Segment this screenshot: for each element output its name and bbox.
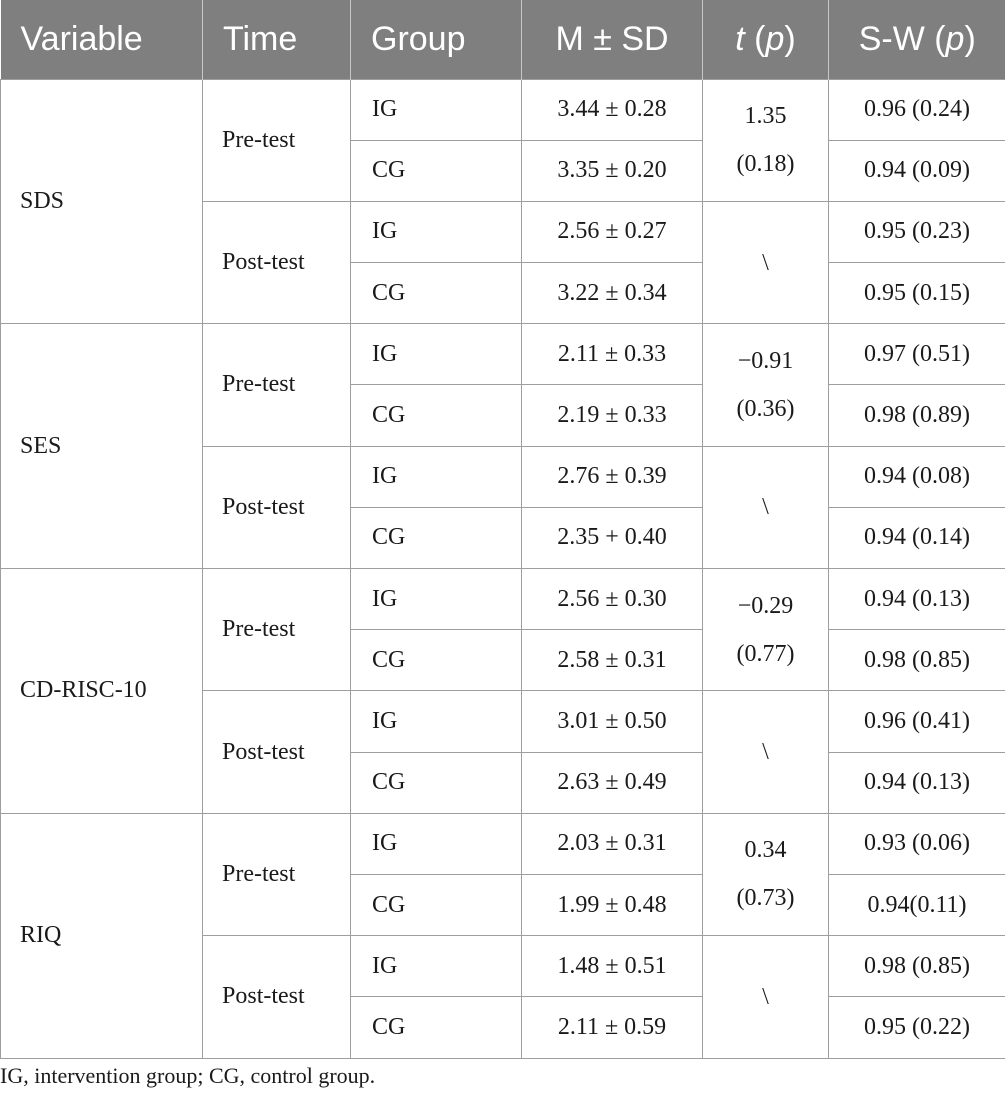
variable-cell: SDS	[1, 79, 203, 324]
table-row	[1, 813, 1005, 874]
header-p-symbol: (p)	[744, 19, 796, 58]
shapiro-wilk-cell: 0.96 (0.24)	[829, 79, 1005, 140]
group-cell: IG	[351, 691, 522, 752]
group-cell: IG	[351, 446, 522, 507]
table-row	[1, 79, 1005, 140]
shapiro-wilk-cell: 0.95 (0.23)	[829, 201, 1005, 262]
p-value: (0.36)	[736, 395, 795, 422]
time-cell-pre: Pre-test	[203, 813, 351, 935]
header-t-p	[703, 0, 829, 79]
p-value: (0.18)	[736, 151, 795, 178]
mean-sd-cell: 3.35 ± 0.20	[522, 140, 703, 201]
mean-sd-cell: 2.19 ± 0.33	[522, 385, 703, 446]
shapiro-wilk-cell: 0.98 (0.89)	[829, 385, 1005, 446]
group-cell: CG	[351, 997, 522, 1058]
shapiro-wilk-cell: 0.94 (0.13)	[829, 752, 1005, 813]
t-p-cell-post: \	[703, 446, 829, 568]
mean-sd-cell: 2.11 ± 0.33	[522, 324, 703, 385]
time-cell-pre: Pre-test	[203, 324, 351, 446]
shapiro-wilk-cell: 0.94 (0.14)	[829, 507, 1005, 568]
header-group: Group	[351, 0, 522, 79]
p-value: (0.73)	[736, 885, 795, 912]
group-cell: IG	[351, 201, 522, 262]
shapiro-wilk-cell: 0.97 (0.51)	[829, 324, 1005, 385]
shapiro-wilk-cell: 0.94 (0.13)	[829, 569, 1005, 630]
mean-sd-cell: 1.48 ± 0.51	[522, 936, 703, 997]
t-value: 1.35	[744, 103, 787, 130]
time-cell-post: Post-test	[203, 936, 351, 1058]
group-cell: CG	[351, 874, 522, 935]
group-cell: CG	[351, 630, 522, 691]
group-cell: IG	[351, 569, 522, 630]
mean-sd-cell: 2.03 ± 0.31	[522, 813, 703, 874]
group-cell: IG	[351, 813, 522, 874]
group-cell: CG	[351, 140, 522, 201]
time-cell-post: Post-test	[203, 201, 351, 323]
time-cell-pre: Pre-test	[203, 79, 351, 201]
time-cell-pre: Pre-test	[203, 569, 351, 691]
header-row	[1, 0, 1005, 79]
mean-sd-cell: 3.22 ± 0.34	[522, 263, 703, 324]
t-p-cell-pre	[703, 324, 829, 446]
group-cell: CG	[351, 752, 522, 813]
shapiro-wilk-cell: 0.93 (0.06)	[829, 813, 1005, 874]
group-cell: CG	[351, 263, 522, 324]
time-cell-post: Post-test	[203, 691, 351, 813]
mean-sd-cell: 3.01 ± 0.50	[522, 691, 703, 752]
table-row	[1, 324, 1005, 385]
t-p-cell-pre	[703, 813, 829, 935]
group-cell: IG	[351, 324, 522, 385]
header-mean-sd: M ± SD	[522, 0, 703, 79]
variable-cell: RIQ	[1, 813, 203, 1058]
mean-sd-cell: 2.56 ± 0.30	[522, 569, 703, 630]
shapiro-wilk-cell: 0.95 (0.15)	[829, 263, 1005, 324]
shapiro-wilk-cell: 0.98 (0.85)	[829, 936, 1005, 997]
mean-sd-cell: 2.56 ± 0.27	[522, 201, 703, 262]
table-footnote: IG, intervention group; CG, control group.	[0, 1063, 376, 1088]
group-cell: IG	[351, 936, 522, 997]
mean-sd-cell: 1.99 ± 0.48	[522, 874, 703, 935]
mean-sd-cell: 3.44 ± 0.28	[522, 79, 703, 140]
header-time: Time	[203, 0, 351, 79]
shapiro-wilk-cell: 0.94 (0.08)	[829, 446, 1005, 507]
t-value: −0.29	[737, 592, 794, 619]
header-t-symbol: t	[735, 19, 745, 58]
group-cell: CG	[351, 385, 522, 446]
group-cell: CG	[351, 507, 522, 568]
table-row	[1, 569, 1005, 630]
mean-sd-cell: 2.11 ± 0.59	[522, 997, 703, 1058]
header-sw: S-W (p)	[829, 0, 1005, 79]
variable-cell: CD-RISC-10	[1, 569, 203, 814]
shapiro-wilk-cell: 0.96 (0.41)	[829, 691, 1005, 752]
mean-sd-cell: 2.58 ± 0.31	[522, 630, 703, 691]
group-cell: IG	[351, 79, 522, 140]
header-variable: Variable	[1, 0, 203, 79]
mean-sd-cell: 2.35 + 0.40	[522, 507, 703, 568]
time-cell-post: Post-test	[203, 446, 351, 568]
t-p-cell-pre	[703, 79, 829, 201]
shapiro-wilk-cell: 0.94 (0.09)	[829, 140, 1005, 201]
t-value: 0.34	[744, 837, 787, 864]
shapiro-wilk-cell: 0.98 (0.85)	[829, 630, 1005, 691]
t-p-cell-pre	[703, 569, 829, 691]
t-value: −0.91	[737, 347, 794, 374]
t-p-cell-post: \	[703, 201, 829, 323]
shapiro-wilk-cell: 0.94(0.11)	[829, 874, 1005, 935]
mean-sd-cell: 2.63 ± 0.49	[522, 752, 703, 813]
shapiro-wilk-cell: 0.95 (0.22)	[829, 997, 1005, 1058]
mean-sd-cell: 2.76 ± 0.39	[522, 446, 703, 507]
p-value: (0.77)	[736, 640, 795, 667]
t-p-cell-post: \	[703, 691, 829, 813]
variable-cell: SES	[1, 324, 203, 569]
t-p-cell-post: \	[703, 936, 829, 1058]
